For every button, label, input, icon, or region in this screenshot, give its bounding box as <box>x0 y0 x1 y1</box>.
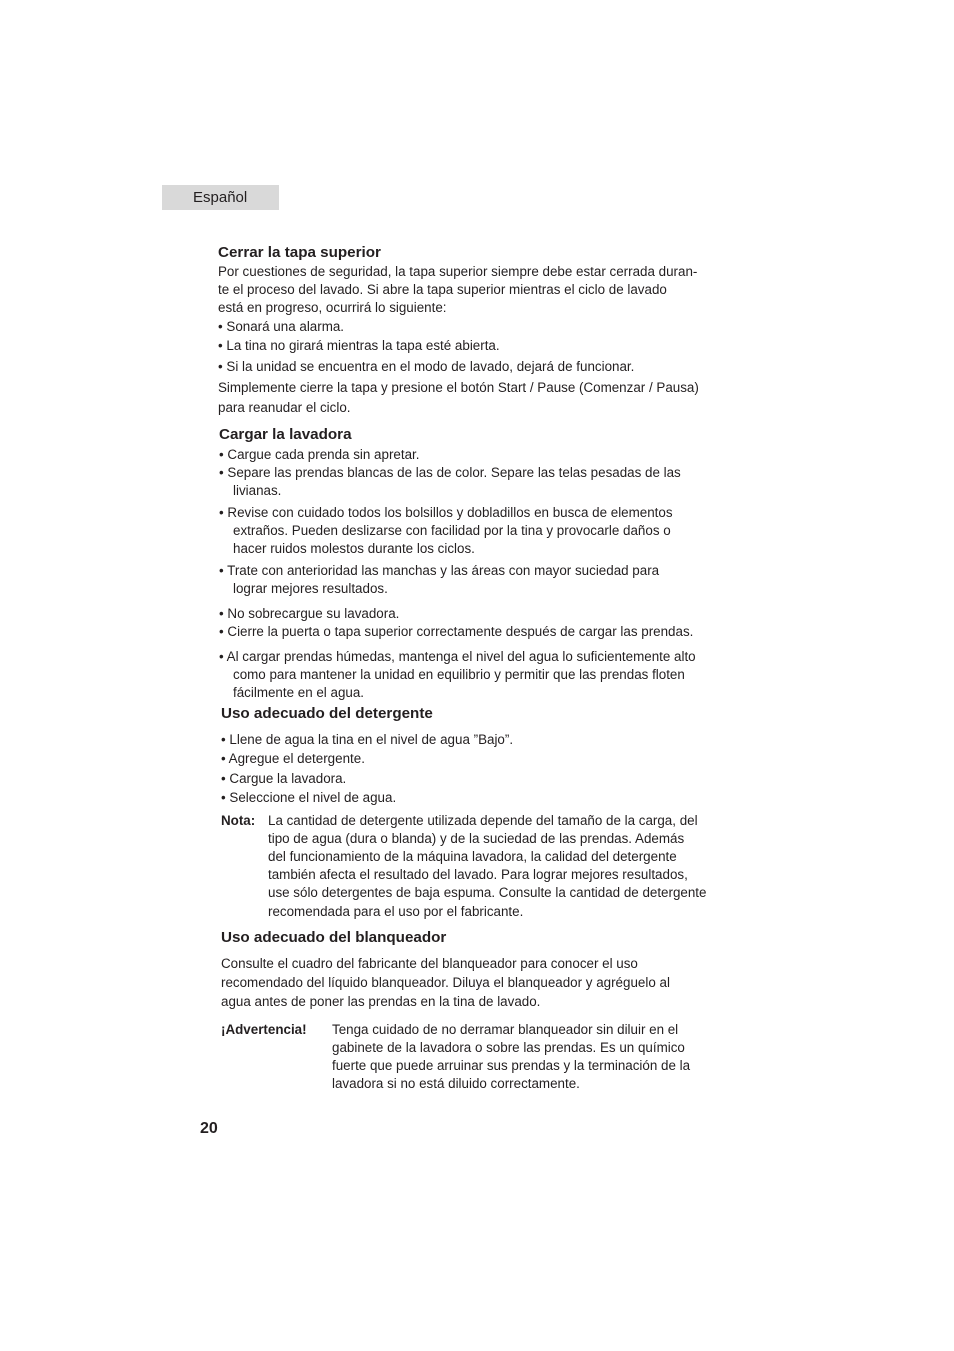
paragraph-line: recomendado del líquido blanqueador. Diluya el blanqueador y agréguelo al <box>221 975 670 990</box>
list-item: • Si la unidad se encuentra en el modo de lavado, dejará de funcionar. <box>218 359 635 374</box>
list-item-continuation: fácilmente en el agua. <box>233 685 365 700</box>
paragraph-line: Por cuestiones de seguridad, la tapa superior siempre debe estar cerrada duran- <box>218 264 698 279</box>
note-line: también afecta el resultado del lavado. Para lograr mejores resultados, <box>268 867 688 882</box>
list-item-continuation: hacer ruidos molestos durante los ciclos. <box>233 541 475 556</box>
list-item: • Trate con anterioridad las manchas y las áreas con mayor suciedad para <box>219 563 660 578</box>
list-item: • Seleccione el nivel de agua. <box>221 790 397 805</box>
warning-label: ¡Advertencia! <box>221 1022 307 1037</box>
list-item: • Separe las prendas blancas de las de color. Separe las telas pesadas de las <box>219 465 681 480</box>
note-line: tipo de agua (dura o blanda) y de la suciedad de las prendas. Además <box>268 831 685 846</box>
list-item: • Sonará una alarma. <box>218 319 345 334</box>
list-item: • Agregue el detergente. <box>221 751 365 766</box>
list-item: • Llene de agua la tina en el nivel de agua ”Bajo”. <box>221 732 514 747</box>
note-line: La cantidad de detergente utilizada depende del tamaño de la carga, del <box>268 813 698 828</box>
warning-line: lavadora si no está diluido correctamente. <box>332 1076 580 1091</box>
list-item-continuation: lograr mejores resultados. <box>233 581 388 596</box>
list-item: • Al cargar prendas húmedas, mantenga el nivel del agua lo suficientemente alto <box>219 649 696 664</box>
list-item-continuation: livianas. <box>233 483 282 498</box>
section-heading-closing-lid: Cerrar la tapa superior <box>218 244 381 261</box>
list-item-continuation: extraños. Pueden deslizarse con facilidad por la tina y provocarle daños o <box>233 523 671 538</box>
paragraph-line: te el proceso del lavado. Si abre la tapa superior mientras el ciclo de lavado <box>218 282 667 297</box>
list-item: • No sobrecargue su lavadora. <box>219 606 400 621</box>
note-line: recomendada para el uso por el fabricante. <box>268 904 524 919</box>
language-tab: Español <box>162 185 279 210</box>
paragraph-line: agua antes de poner las prendas en la tina de lavado. <box>221 994 541 1009</box>
warning-line: Tenga cuidado de no derramar blanqueador sin diluir en el <box>332 1022 679 1037</box>
warning-line: fuerte que puede arruinar sus prendas y la terminación de la <box>332 1058 691 1073</box>
paragraph-line: Consulte el cuadro del fabricante del blanqueador para conocer el uso <box>221 956 638 971</box>
section-heading-loading: Cargar la lavadora <box>219 426 352 443</box>
list-item: • La tina no girará mientras la tapa esté abierta. <box>218 338 500 353</box>
paragraph-line: Simplemente cierre la tapa y presione el botón Start / Pause (Comenzar / Pausa) <box>218 380 699 395</box>
list-item: • Cargue la lavadora. <box>221 771 347 786</box>
list-item: • Cierre la puerta o tapa superior correctamente después de cargar las prendas. <box>219 624 694 639</box>
note-line: use sólo detergentes de baja espuma. Consulte la cantidad de detergente <box>268 885 707 900</box>
list-item: • Revise con cuidado todos los bolsillos y dobladillos en busca de elementos <box>219 505 673 520</box>
warning-line: gabinete de la lavadora o sobre las prendas. Es un químico <box>332 1040 685 1055</box>
paragraph-line: para reanudar el ciclo. <box>218 400 351 415</box>
section-heading-detergent: Uso adecuado del detergente <box>221 705 433 722</box>
section-heading-bleach: Uso adecuado del blanqueador <box>221 929 447 946</box>
note-line: del funcionamiento de la máquina lavadora, la calidad del detergente <box>268 849 677 864</box>
list-item: • Cargue cada prenda sin apretar. <box>219 447 420 462</box>
list-item-continuation: como para mantener la unidad en equilibrio y permitir que las prendas floten <box>233 667 685 682</box>
paragraph-line: está en progreso, ocurrirá lo siguiente: <box>218 300 447 315</box>
page-number: 20 <box>200 1120 218 1137</box>
note-label: Nota: <box>221 813 256 828</box>
